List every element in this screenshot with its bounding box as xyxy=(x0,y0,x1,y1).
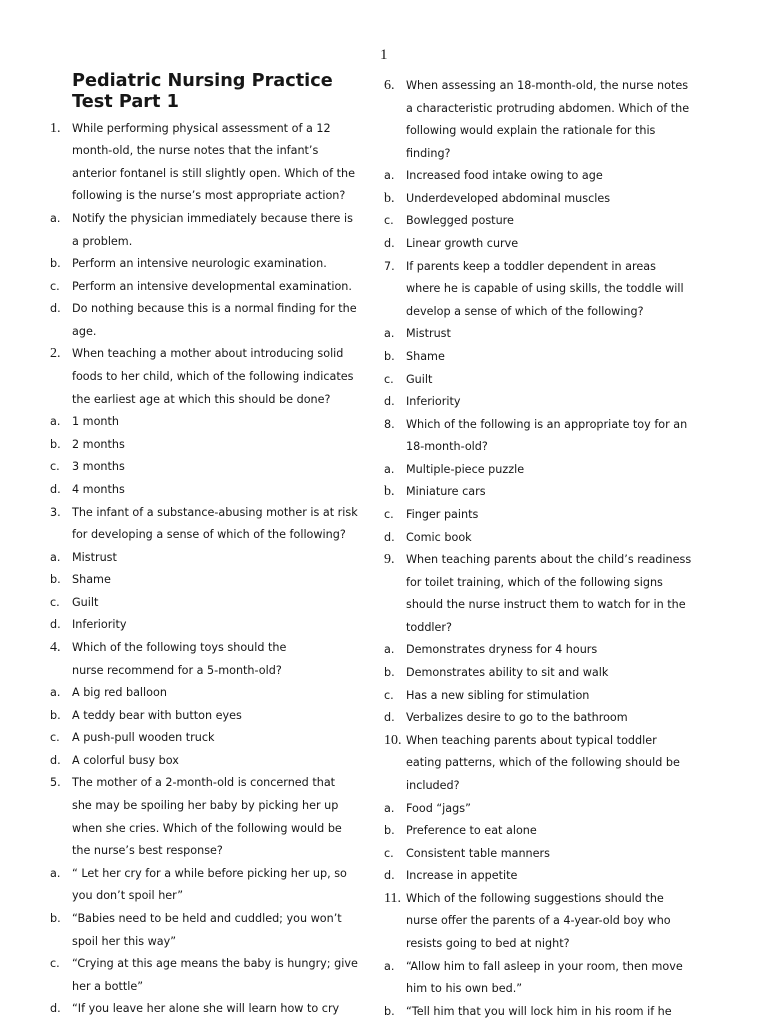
option-line xyxy=(0,547,384,570)
option-line xyxy=(334,481,734,504)
answer-option-a xyxy=(334,798,734,821)
option-text: Preference to eat alone xyxy=(406,824,537,838)
question-number: 11. xyxy=(384,890,401,906)
option-line xyxy=(334,459,734,482)
option-text: 2 months xyxy=(72,437,125,451)
option-line xyxy=(334,210,734,233)
option-text: spoil her this way” xyxy=(72,934,177,948)
question-text: anterior fontanel is still slightly open. Which of the xyxy=(72,166,355,180)
question-stem-line xyxy=(334,98,734,121)
answer-option-b xyxy=(0,253,384,276)
option-line xyxy=(334,820,734,843)
option-letter: a. xyxy=(384,801,395,815)
answer-option-a xyxy=(334,459,734,482)
option-line xyxy=(334,843,734,866)
option-text: Inferiority xyxy=(72,618,127,632)
question-stem-line xyxy=(334,933,734,956)
option-text: Comic book xyxy=(406,530,472,544)
answer-option-d xyxy=(334,707,734,730)
question-text: When assessing an 18-month-old, the nurse notes xyxy=(406,79,689,92)
option-text: Inferiority xyxy=(406,395,461,409)
question-text: When teaching parents about typical toddler xyxy=(406,733,657,747)
page-number: 1 xyxy=(380,47,388,63)
answer-option-a xyxy=(334,956,734,1001)
option-text: a problem. xyxy=(72,234,133,248)
option-letter: a. xyxy=(50,550,61,564)
question-text: Which of the following suggestions should the xyxy=(406,891,664,905)
title-line: Pediatric Nursing Practice xyxy=(72,71,333,91)
option-line xyxy=(334,391,734,414)
option-text: 4 months xyxy=(72,482,125,496)
question-text: toddler? xyxy=(406,620,452,634)
answer-option-d xyxy=(0,479,384,502)
question-text: Which of the following toys should the xyxy=(72,640,287,654)
question-stem-line xyxy=(0,502,384,525)
option-letter: c. xyxy=(50,460,60,474)
question-stem-line xyxy=(0,660,384,683)
question-text: included? xyxy=(406,778,460,792)
option-text: A teddy bear with button eyes xyxy=(72,708,242,722)
question-text: month-old, the nurse notes that the infant’s xyxy=(72,144,319,158)
question-stem-line xyxy=(0,389,384,412)
answer-option-a xyxy=(0,208,384,253)
question-stem-line xyxy=(334,594,734,617)
question-number: 9. xyxy=(384,552,395,568)
option-text: her a bottle” xyxy=(72,979,144,993)
option-line xyxy=(0,863,384,886)
question-text: following is the nurse’s most appropriate action? xyxy=(72,189,346,203)
question-text: If parents keep a toddler dependent in areas xyxy=(406,259,656,273)
question-6 xyxy=(334,75,734,256)
answer-option-b xyxy=(0,908,384,953)
option-letter: a. xyxy=(384,643,395,657)
option-letter: c. xyxy=(50,731,60,745)
option-text: 3 months xyxy=(72,460,125,474)
option-letter: c. xyxy=(384,372,394,386)
question-stem-line xyxy=(334,75,734,98)
option-text: “Crying at this age means the baby is hungry; give xyxy=(72,957,358,971)
option-line xyxy=(334,233,734,256)
option-letter: a. xyxy=(50,415,61,429)
answer-option-c xyxy=(334,210,734,233)
question-stem-line xyxy=(334,278,734,301)
option-letter: c. xyxy=(384,688,394,702)
option-letter: d. xyxy=(384,395,395,409)
answer-option-d xyxy=(334,391,734,414)
question-11 xyxy=(334,888,734,1023)
answer-option-a xyxy=(334,165,734,188)
answer-option-d xyxy=(334,233,734,256)
option-letter: d. xyxy=(384,869,395,883)
option-text: Consistent table manners xyxy=(406,846,550,860)
option-line xyxy=(334,685,734,708)
answer-option-c xyxy=(334,369,734,392)
option-line xyxy=(0,614,384,637)
question-stem-line xyxy=(334,143,734,166)
question-stem-line xyxy=(334,910,734,933)
question-stem-line xyxy=(0,163,384,186)
option-text: Mistrust xyxy=(406,327,451,341)
option-text: “If you leave her alone she will learn how to cry xyxy=(72,1002,340,1016)
option-line xyxy=(334,798,734,821)
question-stem-line xyxy=(334,301,734,324)
question-text: when she cries. Which of the following would be xyxy=(72,821,342,835)
answer-option-a xyxy=(0,863,384,908)
question-stem-line xyxy=(334,572,734,595)
option-text: “Tell him that you will lock him in his room if he xyxy=(406,1004,672,1018)
option-text: “ Let her cry for a while before picking her up, so xyxy=(72,866,347,880)
answer-option-c xyxy=(0,276,384,299)
option-letter: a. xyxy=(50,686,61,700)
option-text: Demonstrates dryness for 4 hours xyxy=(406,643,598,657)
question-text: develop a sense of which of the following? xyxy=(406,304,644,318)
question-number: 3. xyxy=(50,505,61,519)
option-line xyxy=(334,165,734,188)
option-line xyxy=(334,527,734,550)
option-text: 1 month xyxy=(72,415,119,429)
answer-option-c xyxy=(0,953,384,998)
answer-option-b xyxy=(334,188,734,211)
question-10 xyxy=(334,730,734,888)
option-text: Multiple-piece puzzle xyxy=(406,462,525,476)
option-letter: d. xyxy=(384,530,395,544)
option-text: Linear growth curve xyxy=(406,237,519,251)
option-line xyxy=(0,569,384,592)
question-stem-line xyxy=(0,772,384,795)
option-letter: c. xyxy=(384,507,394,521)
option-letter: b. xyxy=(384,484,395,500)
answer-option-b xyxy=(0,434,384,457)
option-letter: a. xyxy=(384,327,395,341)
question-text: foods to her child, which of the following indicates xyxy=(72,370,354,384)
option-text: Guilt xyxy=(406,372,433,386)
option-line xyxy=(0,298,384,321)
option-text: Demonstrates ability to sit and walk xyxy=(406,666,609,680)
answer-option-d xyxy=(334,865,734,888)
question-text: the nurse’s best response? xyxy=(72,844,223,858)
answer-option-b xyxy=(0,569,384,592)
option-line xyxy=(0,931,384,954)
question-stem-line xyxy=(0,637,384,660)
question-3 xyxy=(0,502,384,637)
question-stem-line xyxy=(0,840,384,863)
option-text: Perform an intensive developmental examination. xyxy=(72,279,352,293)
option-letter: d. xyxy=(384,711,395,725)
answer-option-c xyxy=(334,685,734,708)
answer-option-a xyxy=(334,323,734,346)
option-line xyxy=(334,369,734,392)
option-line xyxy=(0,253,384,276)
option-line xyxy=(334,639,734,662)
question-number: 5. xyxy=(50,776,61,790)
answer-option-b xyxy=(334,820,734,843)
option-text: Miniature cars xyxy=(406,485,486,499)
option-line xyxy=(0,705,384,728)
question-number: 6. xyxy=(384,78,395,93)
answer-option-b xyxy=(0,705,384,728)
option-text: Do nothing because this is a normal finding for the xyxy=(72,302,357,316)
question-stem-line xyxy=(334,730,734,753)
document-title xyxy=(72,71,333,113)
answer-option-c xyxy=(0,727,384,750)
question-text: eating patterns, which of the following should be xyxy=(406,756,680,770)
option-line xyxy=(0,953,384,976)
option-text: Guilt xyxy=(72,595,99,609)
answer-option-c xyxy=(334,504,734,527)
option-line xyxy=(0,479,384,502)
question-number: 8. xyxy=(384,417,395,431)
question-9 xyxy=(334,549,734,730)
question-stem-line xyxy=(0,118,384,141)
question-stem-line xyxy=(0,343,384,366)
question-text: The infant of a substance-abusing mother is at risk xyxy=(72,505,358,519)
option-text: “Babies need to be held and cuddled; you won’t xyxy=(72,911,342,925)
option-line xyxy=(0,998,384,1021)
question-text: resists going to bed at night? xyxy=(406,936,570,950)
option-text: Has a new sibling for stimulation xyxy=(406,688,590,702)
question-stem-line xyxy=(334,120,734,143)
answer-option-c xyxy=(334,843,734,866)
option-text: “Allow him to fall asleep in your room, then move xyxy=(406,959,683,973)
question-stem-line xyxy=(0,140,384,163)
option-line xyxy=(334,707,734,730)
answer-option-b xyxy=(334,346,734,369)
option-text: Food “jags” xyxy=(406,801,471,815)
question-text: should the nurse instruct them to watch for in the xyxy=(406,598,686,612)
option-text: him to his own bed.” xyxy=(406,982,523,996)
question-stem-line xyxy=(0,185,384,208)
question-text: the earliest age at which this should be done? xyxy=(72,392,331,406)
question-text: While performing physical assessment of a 12 xyxy=(72,121,331,135)
option-letter: a. xyxy=(50,866,61,880)
option-line xyxy=(0,682,384,705)
question-text: When teaching parents about the child’s readiness xyxy=(406,553,692,567)
option-text: Verbalizes desire to go to the bathroom xyxy=(406,711,628,725)
option-text: Increased food intake owing to age xyxy=(406,169,603,183)
question-stem-line xyxy=(0,795,384,818)
option-text: A big red balloon xyxy=(72,686,167,700)
option-line xyxy=(0,434,384,457)
question-text: nurse recommend for a 5-month-old? xyxy=(72,663,282,677)
option-line xyxy=(0,231,384,254)
option-line xyxy=(334,956,734,979)
option-line xyxy=(0,976,384,999)
option-line xyxy=(334,1001,734,1024)
option-line xyxy=(0,885,384,908)
option-line xyxy=(0,727,384,750)
option-line xyxy=(0,321,384,344)
answer-option-b xyxy=(334,662,734,685)
question-number: 10. xyxy=(384,732,402,748)
option-line xyxy=(334,504,734,527)
answer-option-d xyxy=(0,998,384,1021)
question-7 xyxy=(334,256,734,414)
question-stem-line xyxy=(334,549,734,572)
option-line xyxy=(334,188,734,211)
answer-option-d xyxy=(0,750,384,773)
option-letter: d. xyxy=(384,237,395,251)
option-text: age. xyxy=(72,324,97,338)
option-line xyxy=(0,276,384,299)
option-line xyxy=(334,978,734,1001)
question-text: finding? xyxy=(406,146,451,160)
option-letter: a. xyxy=(50,212,61,225)
option-line xyxy=(334,662,734,685)
question-stem-line xyxy=(0,366,384,389)
option-text: Underdeveloped abdominal muscles xyxy=(406,191,611,205)
answer-option-c xyxy=(0,592,384,615)
option-letter: b. xyxy=(384,190,395,206)
answer-option-a xyxy=(0,682,384,705)
question-stem-line xyxy=(334,888,734,911)
option-text: Finger paints xyxy=(406,507,479,521)
option-letter: a. xyxy=(384,959,395,973)
answer-option-d xyxy=(0,298,384,343)
option-text: Increase in appetite xyxy=(406,869,518,883)
question-8 xyxy=(334,414,734,549)
question-stem-line xyxy=(334,414,734,437)
option-letter: b. xyxy=(50,911,61,925)
option-text: Shame xyxy=(72,573,111,587)
option-letter: b. xyxy=(50,257,61,271)
option-letter: b. xyxy=(384,1004,395,1018)
option-text: Notify the physician immediately because there is xyxy=(72,212,353,225)
option-line xyxy=(0,411,384,434)
question-number: 2. xyxy=(50,346,61,362)
option-letter: b. xyxy=(50,708,61,722)
option-line xyxy=(334,323,734,346)
question-text: Which of the following is an appropriate toy for an xyxy=(406,417,688,431)
option-line xyxy=(334,865,734,888)
question-stem-line xyxy=(334,617,734,640)
answer-option-a xyxy=(0,547,384,570)
question-number: 7. xyxy=(384,259,395,273)
answer-option-c xyxy=(0,456,384,479)
question-number: 1. xyxy=(50,120,61,136)
option-text: Bowlegged posture xyxy=(406,214,514,228)
question-text: following would explain the rationale for this xyxy=(406,124,656,138)
option-line xyxy=(0,908,384,931)
option-letter: c. xyxy=(50,279,60,293)
option-text: A push-pull wooden truck xyxy=(72,731,215,745)
question-stem-line xyxy=(0,524,384,547)
answer-option-b xyxy=(334,1001,734,1024)
option-letter: b. xyxy=(50,437,61,451)
option-letter: a. xyxy=(384,169,395,183)
option-letter: d. xyxy=(50,1002,61,1016)
question-text: where he is capable of using skills, the toddle will xyxy=(406,282,684,296)
option-line xyxy=(0,592,384,615)
question-text: for developing a sense of which of the following? xyxy=(72,528,346,542)
option-letter: b. xyxy=(50,573,61,587)
option-letter: c. xyxy=(50,957,60,971)
answer-option-d xyxy=(334,527,734,550)
option-text: Mistrust xyxy=(72,550,117,564)
question-text: When teaching a mother about introducing solid xyxy=(72,347,344,361)
option-letter: d. xyxy=(50,753,61,767)
answer-option-b xyxy=(334,481,734,504)
question-stem-line xyxy=(334,752,734,775)
option-letter: b. xyxy=(384,349,395,363)
option-letter: c. xyxy=(384,214,394,228)
answer-option-a xyxy=(334,639,734,662)
option-text: you don’t spoil her” xyxy=(72,889,184,903)
option-line xyxy=(0,456,384,479)
option-text: Perform an intensive neurologic examination. xyxy=(72,257,327,271)
title-line: Test Part 1 xyxy=(72,92,179,112)
option-line xyxy=(334,346,734,369)
answer-option-d xyxy=(0,614,384,637)
question-text: for toilet training, which of the following signs xyxy=(406,575,663,589)
option-letter: c. xyxy=(384,846,394,860)
question-4 xyxy=(0,637,384,772)
answer-option-a xyxy=(0,411,384,434)
option-letter: b. xyxy=(384,666,395,680)
question-text: a characteristic protruding abdomen. Which of the xyxy=(406,101,690,115)
question-stem-line xyxy=(334,256,734,279)
right-column xyxy=(334,75,734,1023)
question-stem-line xyxy=(334,436,734,459)
question-2 xyxy=(0,343,384,501)
question-1 xyxy=(0,118,384,344)
question-text: 18-month-old? xyxy=(406,440,488,454)
question-stem-line xyxy=(0,818,384,841)
option-letter: a. xyxy=(384,462,395,476)
option-text: Shame xyxy=(406,349,445,363)
question-text: The mother of a 2-month-old is concerned that xyxy=(72,776,336,790)
question-text: nurse offer the parents of a 4-year-old boy who xyxy=(406,914,671,928)
option-line xyxy=(0,750,384,773)
option-text: A colorful busy box xyxy=(72,753,179,767)
option-letter: d. xyxy=(50,302,61,316)
option-letter: d. xyxy=(50,482,61,496)
option-line xyxy=(0,208,384,231)
left-column xyxy=(0,118,384,1021)
question-text: she may be spoiling her baby by picking her up xyxy=(72,799,339,813)
option-letter: d. xyxy=(50,618,61,632)
question-number: 4. xyxy=(50,639,61,655)
option-letter: b. xyxy=(384,824,395,838)
question-stem-line xyxy=(334,775,734,798)
option-letter: c. xyxy=(50,595,60,609)
question-5 xyxy=(0,772,384,1020)
